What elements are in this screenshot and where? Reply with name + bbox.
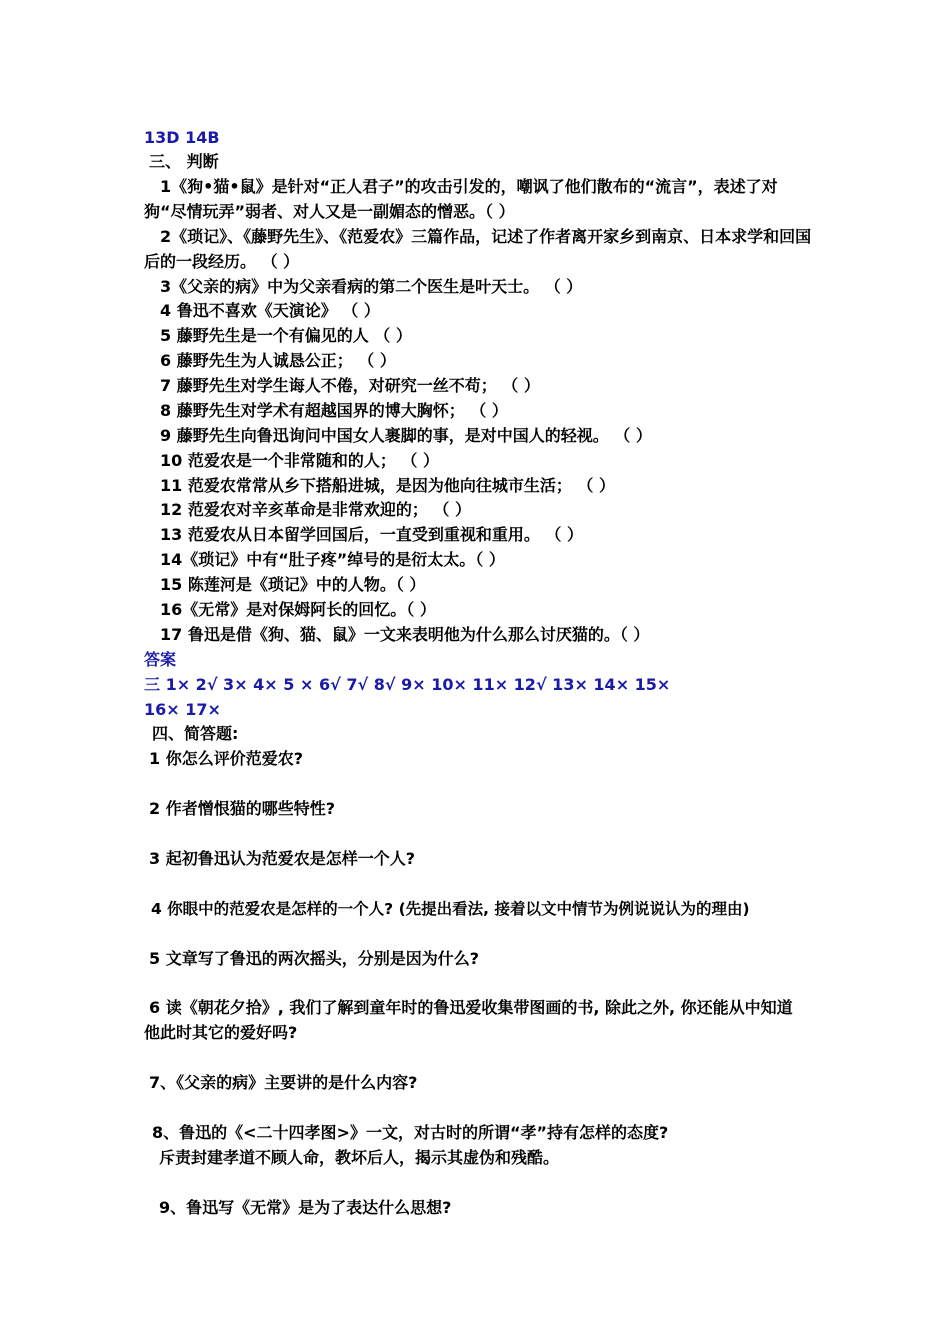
judgement-item: 后的一段经历。 （ ） (144, 252, 300, 271)
short-answer-question: 7、《父亲的病》主要讲的是什么内容? (149, 1073, 418, 1092)
short-answer-question: 4 你眼中的范爱农是怎样的一个人? (先提出看法, 接着以文中情节为例说说认为的理由) (151, 900, 750, 918)
judgement-item: 10 范爱农是一个非常随和的人； （ ） (160, 451, 439, 470)
short-answer-question: 他此时其它的爱好吗? (144, 1023, 298, 1042)
short-answer-question: 1 你怎么评价范爱农? (149, 749, 303, 768)
judgement-item: 13 范爱农从日本留学回国后，一直受到重视和重用。 （ ） (160, 525, 583, 544)
judgement-item: 5 藤野先生是一个有偏见的人 （ ） (160, 326, 412, 345)
short-answer-answer: 斥责封建孝道不顾人命，教坏后人，揭示其虚伪和残酷。 (159, 1148, 560, 1167)
section-3-heading: 三、 判断 (149, 152, 219, 171)
judgement-item: 16《无常》是对保姆阿长的回忆。（ ） (160, 600, 436, 619)
short-answer-question: 8、鲁迅的《<二十四孝图>》一文，对古时的所谓“孝”持有怎样的态度? (152, 1123, 669, 1142)
judgement-item: 9 藤野先生向鲁迅询问中国女人裹脚的事，是对中国人的轻视。 （ ） (160, 426, 652, 445)
judgement-item: 14《琐记》中有“肚子疼”绰号的是衍太太。（ ） (160, 550, 505, 569)
short-answer-question: 9、鲁迅写《无常》是为了表达什么思想? (159, 1198, 452, 1217)
section-4-heading: 四、简答题: (152, 724, 239, 743)
judgement-item: 狗“尽情玩弄”弱者、对人又是一副媚态的憎恶。（ ） (144, 202, 515, 221)
answer-key-line: 16× 17× (144, 700, 221, 719)
answers-top: 13D 14B (144, 128, 220, 147)
short-answer-question: 3 起初鲁迅认为范爱农是怎样一个人? (149, 849, 415, 868)
judgement-item: 8 藤野先生对学术有超越国界的博大胸怀； （ ） (160, 401, 508, 420)
short-answer-question: 5 文章写了鲁迅的两次摇头，分别是因为什么? (149, 949, 479, 968)
judgement-item: 6 藤野先生为人诚恳公正； （ ） (160, 351, 396, 370)
judgement-item: 11 范爱农常常从乡下搭船进城，是因为他向往城市生活； （ ） (160, 476, 615, 495)
judgement-item: 15 陈莲河是《琐记》中的人物。（ ） (160, 575, 426, 594)
judgement-item: 1《狗•猫•鼠》是针对“正人君子”的攻击引发的，嘲讽了他们散布的“流言”，表述了对 (160, 177, 778, 196)
answer-key-line: 三 1× 2√ 3× 4× 5 × 6√ 7√ 8√ 9× 10× 11× 12√ 13× 14× 15× (144, 675, 671, 694)
answer-key-label: 答案 (144, 650, 177, 669)
judgement-item: 3《父亲的病》中为父亲看病的第二个医生是叶天士。 （ ） (160, 277, 583, 296)
judgement-item: 17 鲁迅是借《狗、猫、鼠》一文来表明他为什么那么讨厌猫的。（ ） (160, 625, 650, 644)
short-answer-question: 6 读《朝花夕拾》, 我们了解到童年时的鲁迅爱收集带图画的书, 除此之外, 你还能从中知道 (149, 998, 793, 1017)
judgement-item: 2《琐记》、《藤野先生》、《范爱农》三篇作品，记述了作者离开家乡到南京、日本求学和回国 (160, 227, 812, 246)
judgement-item: 4 鲁迅不喜欢《天演论》 （ ） (160, 301, 380, 320)
judgement-item: 12 范爱农对辛亥革命是非常欢迎的； （ ） (160, 500, 471, 519)
short-answer-question: 2 作者憎恨猫的哪些特性? (149, 799, 335, 818)
judgement-item: 7 藤野先生对学生诲人不倦，对研究一丝不苟； （ ） (160, 376, 540, 395)
